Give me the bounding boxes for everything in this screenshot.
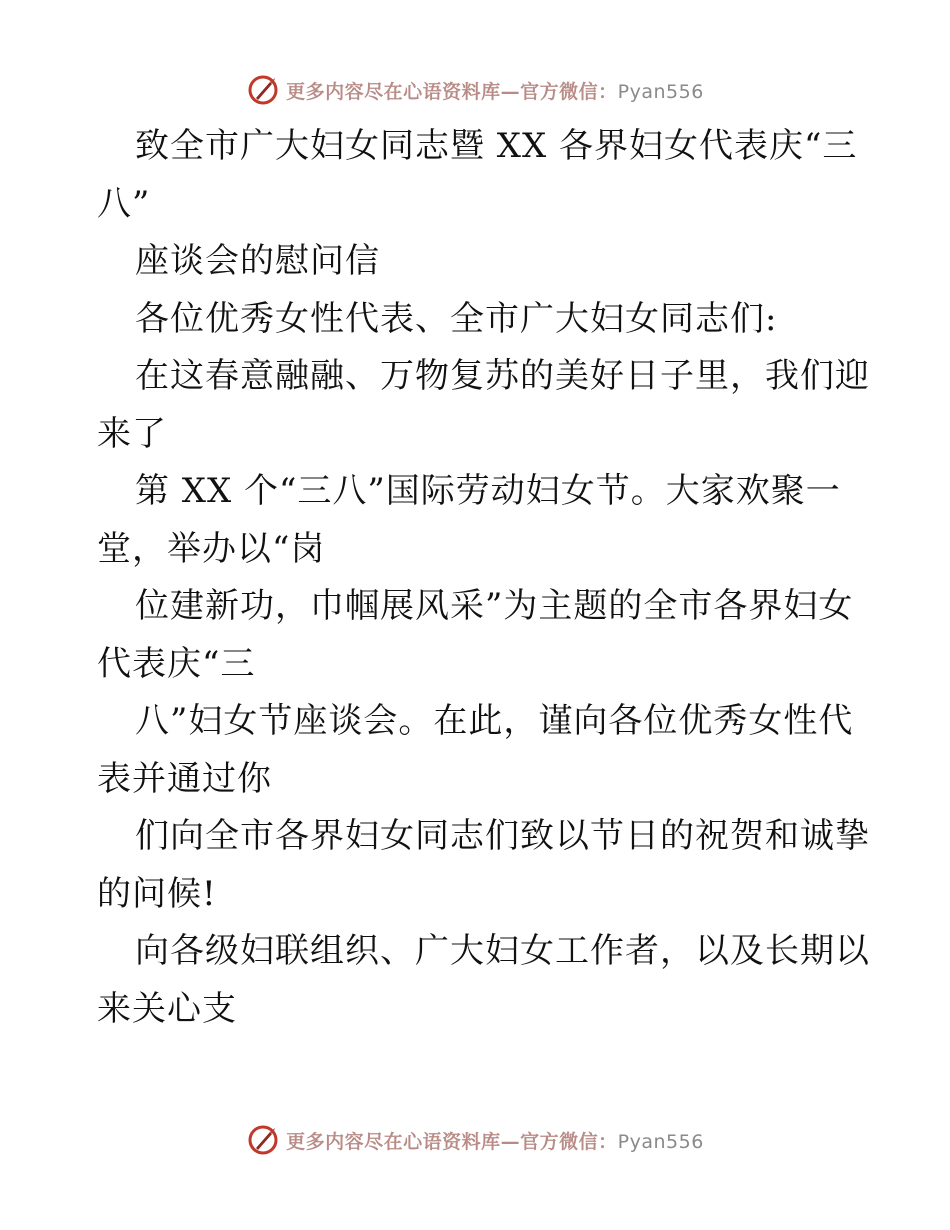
doc-line: 各位优秀女性代表、全市广大妇女同志们: xyxy=(135,298,778,339)
doc-line: 在这春意融融、万物复苏的美好日子里，我们迎 xyxy=(135,356,870,396)
doc-line: 八” xyxy=(97,183,151,224)
doc-line: 第 XX 个“三八”国际劳动妇女节。大家欢聚一 xyxy=(135,471,841,511)
footer-watermark xyxy=(0,1120,950,1160)
watermark-text: 更多内容尽在心语资料库—官方微信： xyxy=(286,1130,618,1153)
doc-line: 来了 xyxy=(97,413,167,454)
doc-line: 堂，举办以“岗 xyxy=(97,528,326,569)
doc-line: 向各级妇联组织、广大妇女工作者，以及长期以 xyxy=(135,931,870,971)
doc-line: 八”妇女节座谈会。在此，谨向各位优秀女性代 xyxy=(135,701,854,741)
doc-line: 座谈会的慰问信 xyxy=(135,241,380,281)
doc-line: 表并通过你 xyxy=(97,758,272,799)
doc-line: 致全市广大妇女同志暨 XX 各界妇女代表庆“三 xyxy=(135,126,858,166)
document-body xyxy=(97,118,870,1038)
doc-line: 来关心支 xyxy=(97,988,237,1029)
quill-pen-circle-icon xyxy=(246,1123,280,1157)
header-watermark xyxy=(0,70,950,110)
doc-line: 的问候! xyxy=(97,873,217,914)
quill-pen-circle-icon xyxy=(246,73,280,107)
doc-line: 们向全市各界妇女同志们致以节日的祝贺和诚挚 xyxy=(135,816,870,856)
doc-line: 位建新功，巾帼展风采”为主题的全市各界妇女 xyxy=(135,586,854,626)
doc-line: 代表庆“三 xyxy=(97,643,256,684)
watermark-text: 更多内容尽在心语资料库—官方微信： xyxy=(286,80,618,103)
watermark-wechat-id: Pyan556 xyxy=(617,1130,704,1153)
watermark-wechat-id: Pyan556 xyxy=(617,80,704,103)
